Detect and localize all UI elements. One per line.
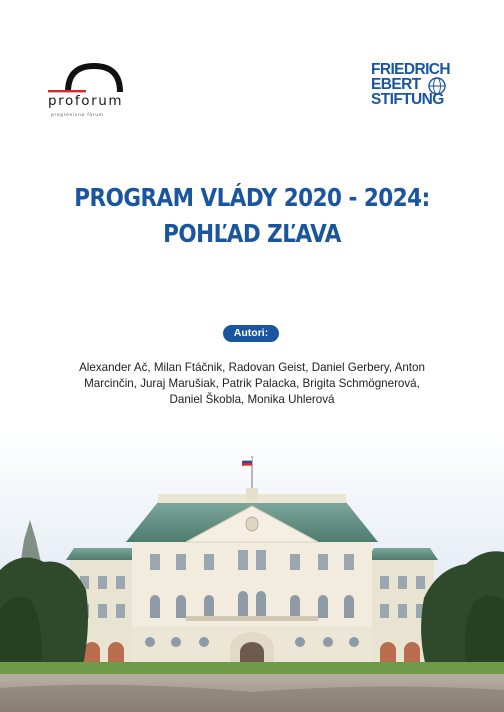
government-palace-photo [0,430,504,712]
authors-line-2: Marcinčin, Juraj Marušiak, Patrik Palacka, Brigita Schmögnerová, [84,377,420,390]
globe-icon [427,76,447,96]
authors-line-1: Alexander Ač, Milan Ftáčnik, Radovan Geist, Daniel Gerbery, Anton [79,361,425,374]
fes-line-2: EBERT [371,76,421,93]
proforum-wordmark: proforum [48,93,124,109]
proforum-logo [46,60,146,118]
title-line-2: POHĽAD ZĽAVA [163,219,341,248]
authors-line-3: Daniel Škobla, Monika Uhlerová [169,393,335,406]
authors-list [40,360,464,408]
proforum-tagline: progresívne fórum [51,112,104,117]
title-line-1: PROGRAM VLÁDY 2020 - 2024: [74,183,430,212]
document-title [35,180,468,252]
fes-logo [371,62,461,114]
authors-label-badge: Autori: [223,325,279,342]
fes-line-3: STIFTUNG [371,91,444,108]
fes-line-1: FRIEDRICH [371,61,450,78]
proforum-arc-icon [46,60,146,96]
